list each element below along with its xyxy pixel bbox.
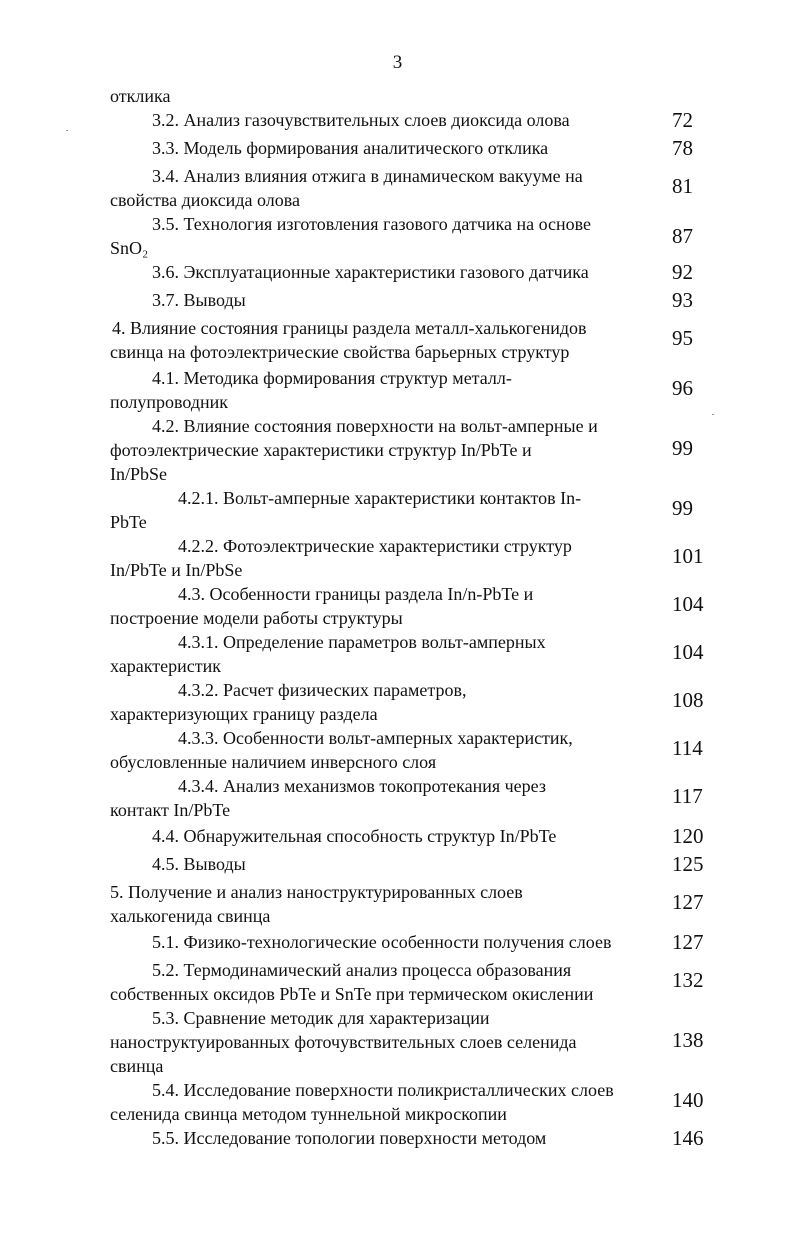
toc-entry-page: 108 (672, 688, 704, 712)
toc-entry-title: 5.1. Физико-технологические особенности получения слоев (152, 932, 612, 952)
toc-entry-page: 125 (672, 852, 704, 876)
toc-entry-title: 5.5. Исследование топологии поверхности методом (152, 1128, 547, 1148)
toc-entry-page: 87 (672, 224, 693, 248)
toc-entry-page: 72 (672, 108, 693, 132)
toc-entry-page: 78 (672, 136, 693, 160)
toc-entry-page: 96 (672, 376, 693, 400)
toc-entry-page: 117 (672, 784, 703, 808)
toc-entry-title: 4.5. Выводы (152, 854, 246, 874)
toc-entry-page: 140 (672, 1088, 704, 1112)
toc-entry-title: 3.6. Эксплуатационные характеристики газового датчика (152, 262, 589, 282)
toc-entry-title: 4.2.2. Фотоэлектрические характеристики структур In/PbTe и In/PbSe (110, 536, 572, 580)
toc-entry-page: 146 (672, 1126, 704, 1150)
toc-entry-title: отклика (110, 86, 171, 106)
toc-entry-title: 5. Получение и анализ наноструктурированных слоев халькогенида свинца (110, 882, 523, 926)
toc-entry-page: 101 (672, 544, 704, 568)
toc-entry-page: 114 (672, 736, 703, 760)
toc-entry-page: 127 (672, 930, 704, 954)
toc-entry-title: 5.2. Термодинамический анализ процесса образования собственных оксидов PbTe и SnTe при термическом окислении (110, 960, 594, 1004)
toc-entry-title: 3.4. Анализ влияния отжига в динамическом вакууме на свойства диоксида олова (110, 166, 583, 210)
toc-entry-page: 120 (672, 824, 704, 848)
toc-entry-title: 4.3.2. Расчет физических параметров, характеризующих границу раздела (110, 680, 467, 724)
toc-entry-page: 104 (672, 592, 704, 616)
toc-entry-title: 4.3.1. Определение параметров вольт-амперных характеристик (110, 632, 546, 676)
page-number: 3 (392, 52, 403, 73)
scan-speck (712, 414, 714, 415)
toc-entry-page: 93 (672, 288, 693, 312)
toc-entry-title: 4.1. Методика формирования структур металл- полупроводник (110, 368, 512, 412)
toc-entry-title: 5.4. Исследование поверхности поликристаллических слоев селенида свинца методом туннельной микроскопии (110, 1080, 614, 1124)
toc-entry-page: 132 (672, 968, 704, 992)
toc-entry-title: 5.3. Сравнение методик для характеризации наноструктуированных фоточувствительных слоев селенида свинца (110, 1008, 577, 1076)
toc-entry-title: 4.3.4. Анализ механизмов токопротекания через контакт In/PbTe (110, 776, 546, 820)
toc-entry-page: 99 (672, 436, 693, 460)
toc-entry-title: 4.4. Обнаружительная способность структур In/PbTe (152, 826, 557, 846)
toc-entry-title: 4. Влияние состояния границы раздела металл-халькогенидов свинца на фотоэлектрические свойства барьерных структур (110, 318, 587, 362)
toc-entry-page: 104 (672, 640, 704, 664)
toc-entry-page: 81 (672, 174, 693, 198)
toc-entry-title: 3.7. Выводы (152, 290, 246, 310)
toc-entry-title: 4.3. Особенности границы раздела In/n-PbTe и построение модели работы структуры (110, 584, 534, 628)
toc-entry-title: 3.2. Анализ газочувствительных слоев диоксида олова (152, 110, 570, 130)
toc-entry-title: 3.5. Технология изготовления газового датчика на основе SnO₂ (110, 214, 592, 258)
toc-entry-title: 3.3. Модель формирования аналитического отклика (152, 138, 549, 158)
toc-entry-title: 4.2. Влияние состояния поверхности на вольт-амперные и фотоэлектрические характеристики структур In/PbTe и In/PbSe (110, 416, 598, 484)
toc-entry-page: 99 (672, 496, 693, 520)
toc-entry-page: 138 (672, 1028, 704, 1052)
toc-entry-page: 95 (672, 326, 693, 350)
toc-entry-title: 4.2.1. Вольт-амперные характеристики контактов In- PbTe (110, 488, 582, 532)
scan-speck (66, 130, 68, 131)
toc-entry-title: 4.3.3. Особенности вольт-амперных характеристик, обусловленные наличием инверсного слоя (110, 728, 573, 772)
toc-entry-page: 127 (672, 890, 704, 914)
toc-entry-page: 92 (672, 260, 693, 284)
